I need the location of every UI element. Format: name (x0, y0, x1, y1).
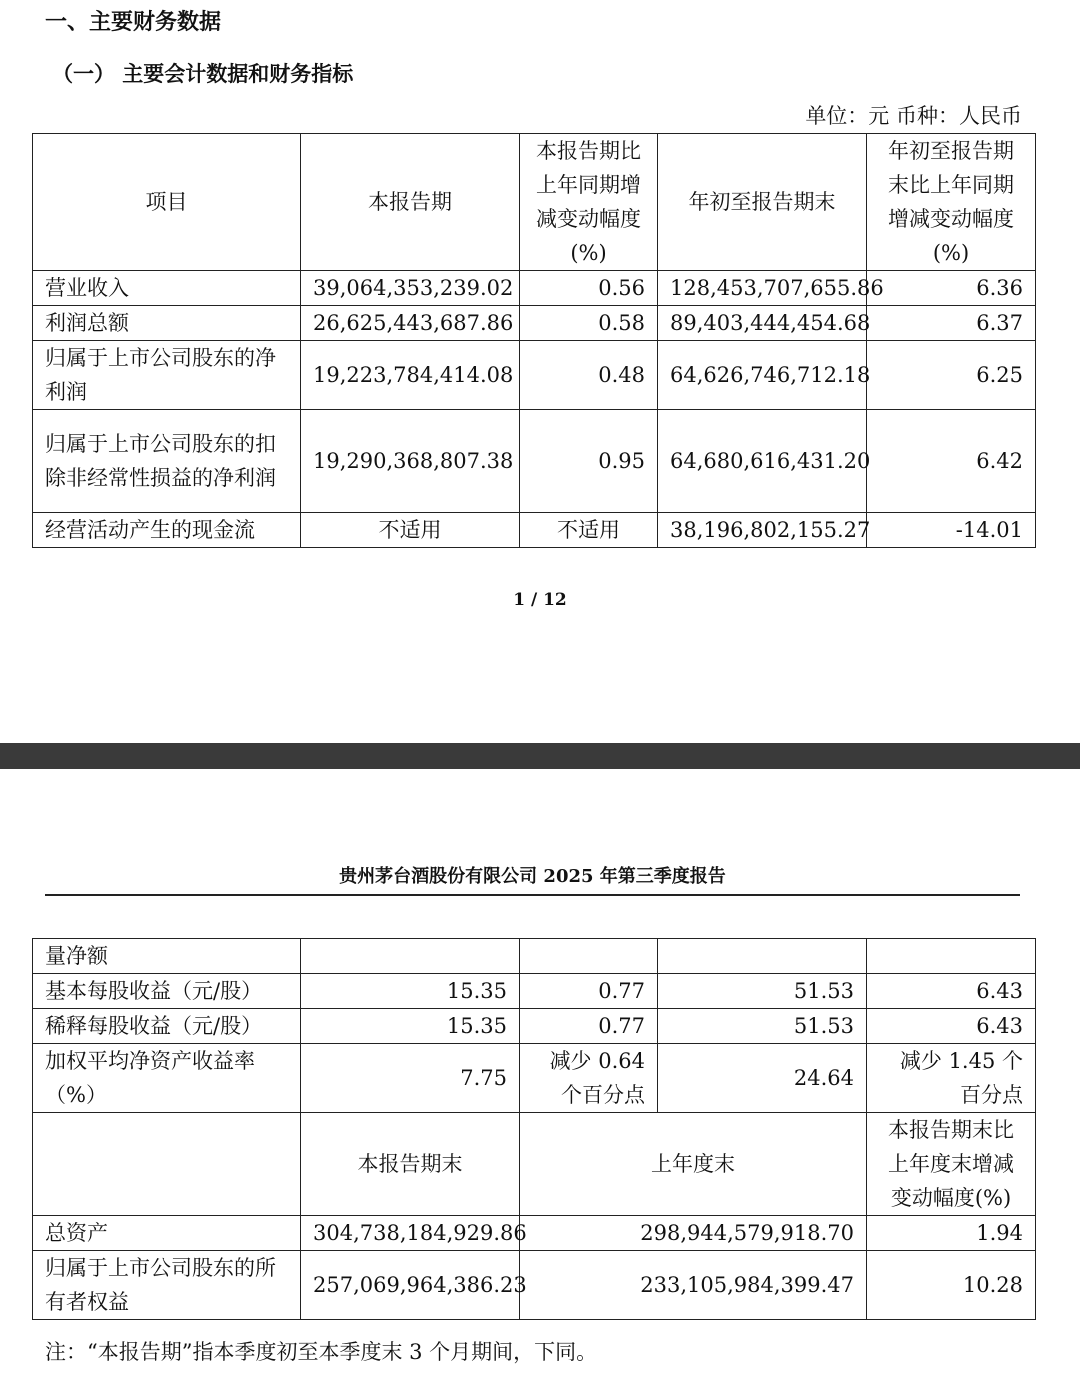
row-item: 基本每股收益（元/股） (33, 974, 301, 1009)
table-header-row (33, 134, 1036, 271)
header-last-year-end: 上年度末 (520, 1113, 867, 1216)
empty-cell (301, 939, 520, 974)
row-item: 总资产 (33, 1216, 301, 1251)
row-current: 15.35 (301, 1009, 520, 1044)
header-item: 项目 (33, 134, 301, 271)
row-ytd: 64,680,616,431.20 (658, 410, 867, 513)
table-row (33, 1009, 1036, 1044)
row-ytd-change: -14.01 (867, 513, 1036, 548)
financial-data-table-continued (32, 938, 1036, 1320)
row-current-end: 304,738,184,929.86 (301, 1216, 520, 1251)
footnote: 注：“本报告期”指本季度初至本季度末 3 个月期间，下同。 (45, 1340, 598, 1364)
row-current-change: 0.95 (520, 410, 658, 513)
row-current-end: 257,069,964,386.23 (301, 1251, 520, 1320)
row-change: 1.94 (867, 1216, 1036, 1251)
table-row (33, 974, 1036, 1009)
row-item: 加权平均净资产收益率（%） (33, 1044, 301, 1113)
row-ytd-change: 6.43 (867, 974, 1036, 1009)
row-change: 10.28 (867, 1251, 1036, 1320)
table-row (33, 271, 1036, 306)
row-ytd-change: 6.42 (867, 410, 1036, 513)
continuation-item: 量净额 (33, 939, 301, 974)
row-ytd-change: 6.37 (867, 306, 1036, 341)
row-current-change: 不适用 (520, 513, 658, 548)
table-row (33, 1251, 1036, 1320)
row-current: 19,223,784,414.08 (301, 341, 520, 410)
header-balance-change: 本报告期末比上年度末增减变动幅度(%) (867, 1113, 1036, 1216)
table-row (33, 341, 1036, 410)
row-item: 归属于上市公司股东的净利润 (33, 341, 301, 410)
row-last-year-end: 233,105,984,399.47 (520, 1251, 867, 1320)
row-current: 7.75 (301, 1044, 520, 1113)
row-current: 39,064,353,239.02 (301, 271, 520, 306)
header-ytd-change: 年初至报告期末比上年同期增减变动幅度(%) (867, 134, 1036, 271)
header-current-end: 本报告期末 (301, 1113, 520, 1216)
row-current: 19,290,368,807.38 (301, 410, 520, 513)
financial-data-table (32, 133, 1036, 548)
table-row (33, 1216, 1036, 1251)
row-ytd-change: 6.36 (867, 271, 1036, 306)
header-ytd: 年初至报告期末 (658, 134, 867, 271)
empty-cell (867, 939, 1036, 974)
row-item: 经营活动产生的现金流 (33, 513, 301, 548)
row-current: 不适用 (301, 513, 520, 548)
row-ytd: 24.64 (658, 1044, 867, 1113)
row-ytd: 51.53 (658, 1009, 867, 1044)
row-current-change: 0.77 (520, 974, 658, 1009)
row-current-change: 0.56 (520, 271, 658, 306)
header-current: 本报告期 (301, 134, 520, 271)
row-ytd: 51.53 (658, 974, 867, 1009)
row-item: 稀释每股收益（元/股） (33, 1009, 301, 1044)
row-ytd: 38,196,802,155.27 (658, 513, 867, 548)
row-current-change: 0.77 (520, 1009, 658, 1044)
unit-currency-label: 单位：元 币种：人民币 (805, 104, 1022, 128)
section-heading: 一、主要财务数据 (45, 10, 222, 35)
row-current-change: 0.48 (520, 341, 658, 410)
empty-cell (520, 939, 658, 974)
balance-header-row (33, 1113, 1036, 1216)
empty-cell (33, 1113, 301, 1216)
table-row (33, 410, 1036, 513)
row-current: 15.35 (301, 974, 520, 1009)
subsection-heading: （一） 主要会计数据和财务指标 (52, 62, 354, 86)
row-item: 营业收入 (33, 271, 301, 306)
row-item: 归属于上市公司股东的扣除非经常性损益的净利润 (33, 410, 301, 513)
table-row (33, 306, 1036, 341)
row-current-change: 0.58 (520, 306, 658, 341)
row-ytd: 64,626,746,712.18 (658, 341, 867, 410)
company-report-header: 贵州茅台酒股份有限公司 2025 年第三季度报告 (45, 862, 1020, 896)
table-row (33, 1044, 1036, 1113)
page-indicator: 1 / 12 (513, 590, 567, 610)
header-current-change: 本报告期比上年同期增减变动幅度(%) (520, 134, 658, 271)
row-current: 26,625,443,687.86 (301, 306, 520, 341)
row-last-year-end: 298,944,579,918.70 (520, 1216, 867, 1251)
table-row (33, 513, 1036, 548)
row-ytd-change: 6.25 (867, 341, 1036, 410)
row-item: 利润总额 (33, 306, 301, 341)
row-ytd: 89,403,444,454.68 (658, 306, 867, 341)
row-ytd: 128,453,707,655.86 (658, 271, 867, 306)
empty-cell (658, 939, 867, 974)
table-row (33, 939, 1036, 974)
row-item: 归属于上市公司股东的所有者权益 (33, 1251, 301, 1320)
row-ytd-change: 6.43 (867, 1009, 1036, 1044)
row-ytd-change: 减少 1.45 个百分点 (867, 1044, 1036, 1113)
page-separator (0, 743, 1080, 769)
row-current-change: 减少 0.64 个百分点 (520, 1044, 658, 1113)
